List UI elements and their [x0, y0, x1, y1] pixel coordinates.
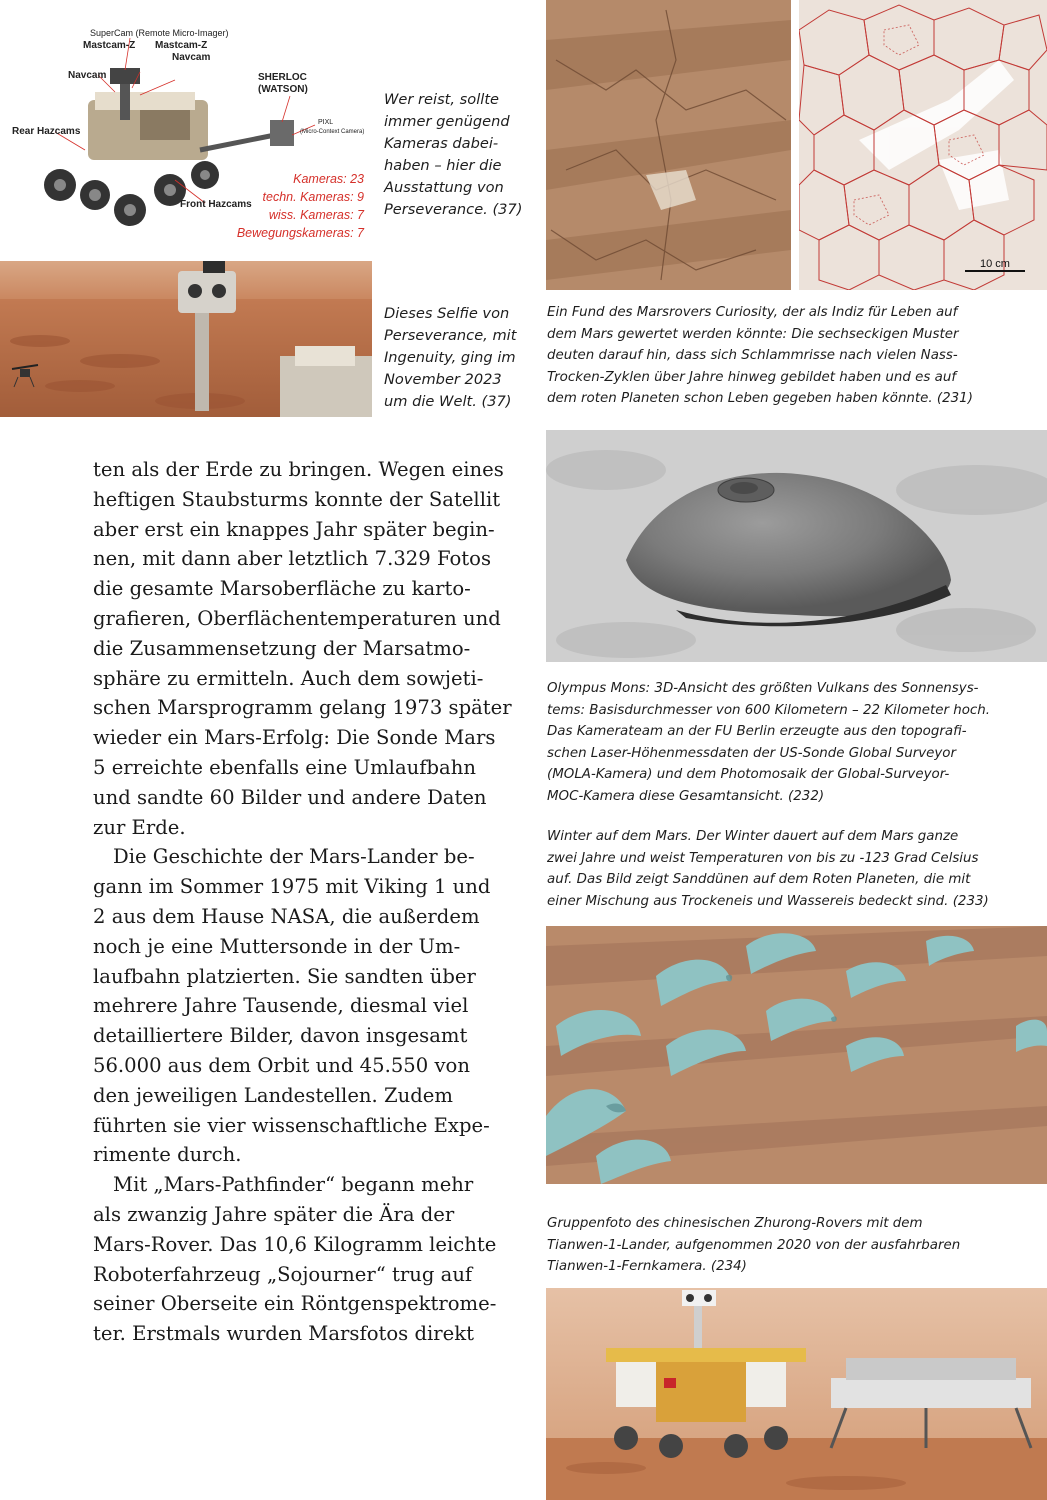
- perseverance-camera-diagram: [0, 0, 372, 250]
- caption-zhurong: Gruppenfoto des chinesischen Zhurong-Rovers mit dem Tianwen-1-Lander, aufgenommen 2020 von der ausfahrbaren Tianwen-1-Fernkamera. (234): [547, 1216, 961, 1274]
- pixl-label: PIXL: [318, 119, 334, 126]
- count-scientific-cameras: wiss. Kameras: 7: [268, 208, 364, 222]
- paragraph-3: Mit „Mars-Pathfinder“ begann mehr als zwanzig Jahre später die Ära der Mars-Rover. Das 10,6 Kilogramm leichte Roboterfahrzeug „Sojourner“ trug auf seiner Oberseite ein Röntgenspektrome- ter. Erstmals wurden Marsfotos direkt: [93, 1173, 497, 1346]
- olympus-mons-photo: [546, 430, 1047, 662]
- mars-winter-dunes-photo: [546, 926, 1047, 1184]
- curiosity-hexagon-pattern-photo: [799, 0, 1047, 290]
- perseverance-selfie-photo: [0, 261, 372, 417]
- navcam-left-label: Navcam: [68, 70, 107, 81]
- scale-label: 10 cm: [980, 258, 1010, 270]
- count-motion-cameras: Bewegungskameras: 7: [236, 226, 364, 240]
- curiosity-mudcrack-photo: [546, 0, 791, 290]
- count-cameras: Kameras: 23: [293, 172, 364, 186]
- caption-curiosity: Ein Fund des Marsrovers Curiosity, der als Indiz für Leben auf dem Mars gewertet werden könnte: Die sechseckigen Muster deuten darauf hin, dass sich Schlammrisse nach vielen Nass- Trocken-Zyklen über Jahre hinweg gebildet haben und es auf dem roten Planeten schon Leben gegeben haben könnte. (231): [547, 305, 973, 406]
- supercam-label: SuperCam (Remote Micro-Imager): [90, 28, 229, 38]
- navcam-right-label: Navcam: [172, 52, 211, 63]
- article-body: [93, 455, 525, 1349]
- caption-olympus-mons: Olympus Mons: 3D-Ansicht des größten Vulkans des Sonnensys- tems: Basisdurchmesser von 600 Kilometern – 22 Kilometer hoch. Das Kamerateam an der FU Berlin erzeugte aus den topografi- schen Laser-Höhenmessdaten der US-Sonde Global Surveyor (MOLA-Kamera) und dem Photomosaik der Global-Surveyor- MOC-Kamera diese Gesamtansicht. (232): [547, 681, 991, 804]
- watson-label: (WATSON): [258, 84, 308, 95]
- count-technical-cameras: techn. Kameras: 9: [262, 190, 364, 204]
- mastcam-z-left-label: Mastcam-Z: [83, 40, 136, 51]
- caption-winter: Winter auf dem Mars. Der Winter dauert auf dem Mars ganze zwei Jahre und weist Temperaturen von bis zu -123 Grad Celsius auf. Das Bild zeigt Sanddünen auf dem Roten Planeten, die mit einer Mischung aus Trockeneis und Wassereis bedeckt sind. (233): [547, 829, 989, 909]
- mastcam-z-right-label: Mastcam-Z: [155, 40, 208, 51]
- front-hazcams-label: Front Hazcams: [180, 199, 252, 210]
- sherloc-label: SHERLOC: [258, 72, 307, 83]
- paragraph-1: ten als der Erde zu bringen. Wegen eines heftigen Staubsturms konnte der Satellit aber erst ein knappes Jahr später begin- nen, mit dann aber letztlich 7.329 Fotos die gesamte Marsoberfläche zu karto- grafieren, Oberflächentemperaturen und die Zusammensetzung der Marsatmo- sphäre zu ermitteln. Auch dem sowjeti- schen Marsprogramm gelang 1973 später wieder ein Mars-Erfolg: Die Sonde Mars 5 erreichte ebenfalls eine Umlaufbahn und sandte 60 Bilder und andere Daten zur Erde.: [93, 458, 512, 839]
- pixl-sub-label: (Micro-Context Camera): [300, 129, 365, 135]
- caption-selfie: Dieses Selfie von Perseverance, mit Ingenuity, ging im November 2023 um die Welt. (37): [384, 305, 517, 410]
- paragraph-2: Die Geschichte der Mars-Lander be- gann im Sommer 1975 mit Viking 1 und 2 aus dem Hause NASA, die außerdem noch je eine Muttersonde in der Um- laufbahn platzierten. Sie sandten über mehrere Jahre Tausende, diesmal viel detailliertere Bilder, davon insgesamt 56.000 aus dem Orbit und 45.550 von den jeweiligen Landestellen. Zudem führten sie vier wissenschaftliche Expe- rimente durch.: [93, 845, 491, 1167]
- rear-hazcams-label: Rear Hazcams: [12, 126, 81, 137]
- zhurong-rover-photo: [546, 1288, 1047, 1500]
- caption-perseverance: Wer reist, sollte immer genügend Kameras dabei- haben – hier die Ausstattung von Perseverance. (37): [384, 91, 523, 218]
